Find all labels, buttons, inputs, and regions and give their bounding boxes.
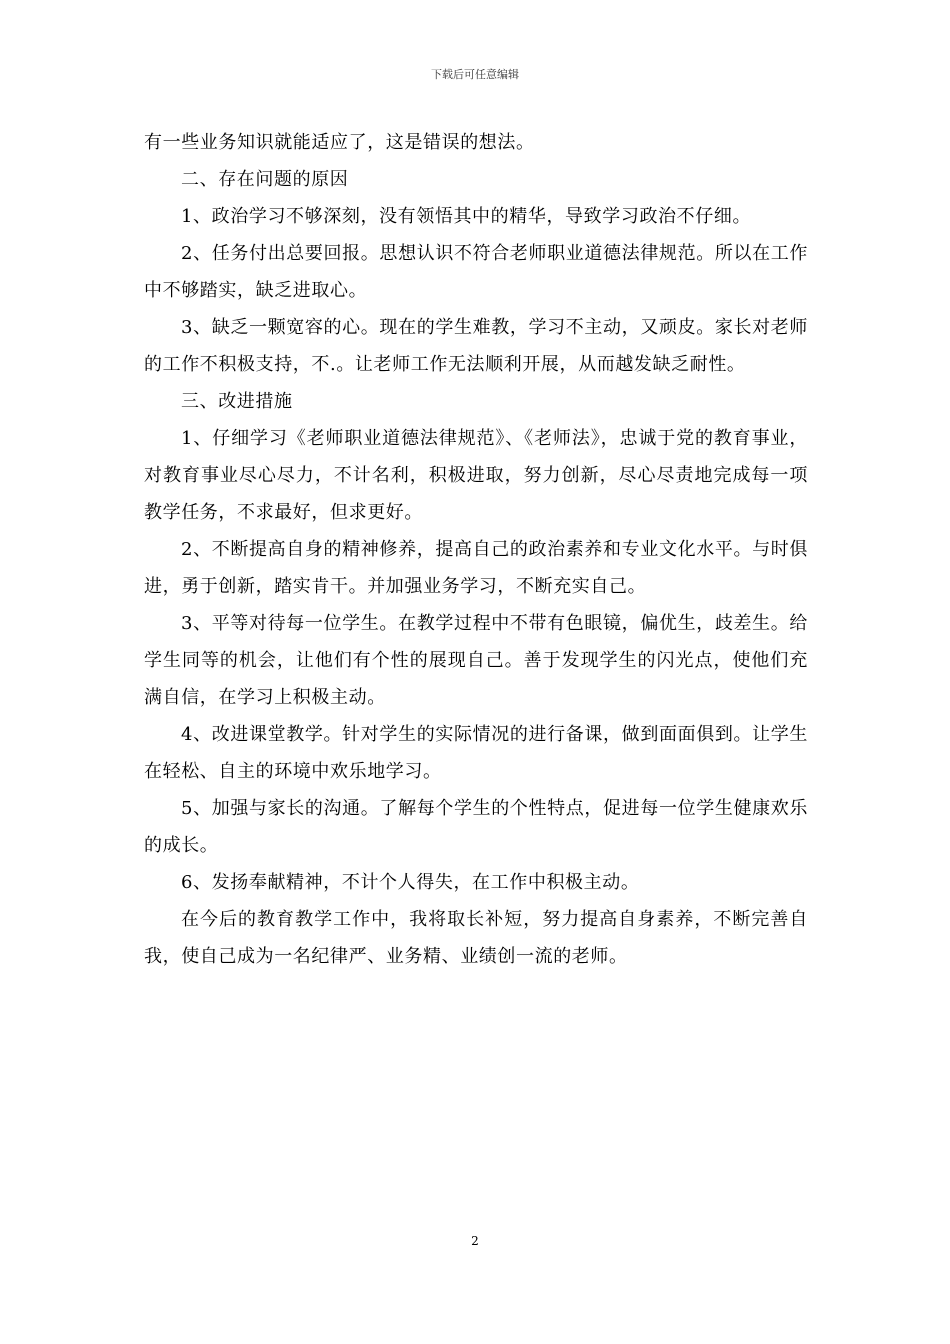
page-header: 下载后可任意编辑: [431, 68, 519, 81]
cause-item-3: 3、缺乏一颗宽容的心。现在的学生难教，学习不主动，又顽皮。家长对老师的工作不积极支持，不.。让老师工作无法顺利开展，从而越发缺乏耐性。: [144, 317, 808, 375]
cause-item-2: 2、任务付出总要回报。思想认识不符合老师职业道德法律规范。所以在工作中不够踏实，缺乏进取心。: [144, 243, 808, 301]
measure-item-4: 4、改进课堂教学。针对学生的实际情况的进行备课，做到面面俱到。让学生在轻松、自主的环境中欢乐地学习。: [144, 724, 808, 782]
page-number: 2: [471, 1234, 479, 1248]
section-heading-measures: 三、改进措施: [181, 391, 293, 412]
closing-paragraph: 在今后的教育教学工作中，我将取长补短，努力提高自身素养，不断完善自我，使自己成为一名纪律严、业务精、业绩创一流的老师。: [144, 909, 808, 967]
measure-item-1: 1、仔细学习《老师职业道德法律规范》、《老师法》，忠诚于党的教育事业，对教育事业尽心尽力，不计名利，积极进取，努力创新，尽心尽责地完成每一项教学任务，不求最好，但求更好。: [144, 428, 808, 523]
measure-item-6: 6、发扬奉献精神，不计个人得失，在工作中积极主动。: [181, 872, 640, 893]
paragraph-continuation: 有一些业务知识就能适应了，这是错误的想法。: [144, 132, 535, 153]
measure-item-2: 2、不断提高自身的精神修养，提高自己的政治素养和专业文化水平。与时俱进，勇于创新，踏实肯干。并加强业务学习，不断充实自己。: [144, 539, 808, 597]
section-heading-causes: 二、存在问题的原因: [181, 169, 349, 190]
document-body: [144, 124, 808, 975]
measure-item-5: 5、加强与家长的沟通。了解每个学生的个性特点，促进每一位学生健康欢乐的成长。: [144, 798, 808, 856]
cause-item-1: 1、政治学习不够深刻，没有领悟其中的精华，导致学习政治不仔细。: [181, 206, 752, 227]
measure-item-3: 3、平等对待每一位学生。在教学过程中不带有色眼镜，偏优生，歧差生。给学生同等的机会，让他们有个性的展现自己。善于发现学生的闪光点，使他们充满自信，在学习上积极主动。: [144, 613, 808, 708]
